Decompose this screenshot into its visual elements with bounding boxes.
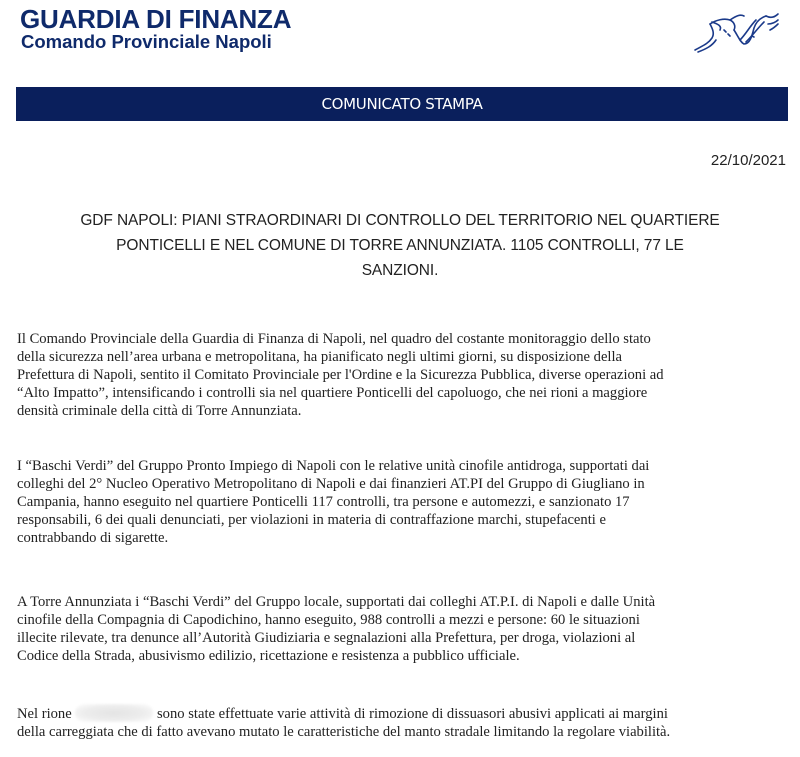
press-release-banner: COMUNICATO STAMPA: [16, 87, 788, 121]
paragraph-line: A Torre Annunziata i “Baschi Verdi” del Gruppo locale, supportati dai colleghi AT.P.I. di Napoli e dalle Unità: [17, 594, 656, 610]
release-date: 22/10/2021: [710, 152, 786, 169]
paragraph-ponticelli: [17, 457, 797, 547]
paragraph-line: Codice della Strada, abusivismo edilizio, ricettazione e resistenza a pubblico ufficiale.: [17, 648, 520, 664]
paragraph-line: cinofile della Compagnia di Capodichino, hanno eseguito, 988 controlli a mezzi e persone: 60 le situazioni: [17, 612, 640, 628]
paragraph-line: [17, 704, 797, 723]
paragraph-line: “Alto Impatto”, intensificando i controlli sia nel quartiere Ponticelli del capoluogo, che nei rioni a maggiore: [17, 385, 648, 401]
paragraph-line: contrabbando di sigarette.: [17, 530, 169, 546]
organization-title: GUARDIA DI FINANZA: [20, 4, 292, 34]
headline-line: SANZIONI.: [361, 262, 439, 279]
organization-subtitle: Comando Provinciale Napoli: [21, 31, 272, 52]
griffin-emblem-icon: [690, 6, 785, 56]
headline-line: GDF NAPOLI: PIANI STRAORDINARI DI CONTROLLO DEL TERRITORIO NEL QUARTIERE: [80, 212, 720, 229]
paragraph-line: colleghi del 2° Nucleo Operativo Metropolitano di Napoli e dai finanzieri AT.PI del Gruppo di Giugliano in: [17, 476, 645, 492]
paragraph-intro: [17, 330, 797, 420]
paragraph-line: Prefettura di Napoli, sentito il Comitato Provinciale per l'Ordine e la Sicurezza Pubblica, diverse operazioni ad: [17, 367, 664, 383]
paragraph-line: della carreggiata che di fatto avevano mutato le caratteristiche del manto stradale limitando la regolare viabilità.: [17, 724, 671, 740]
paragraph-line: illecite rilevate, tra denunce all’Autorità Giudiziaria e segnalazioni alla Prefettura, per droga, violazioni al: [17, 630, 636, 646]
paragraph-text: Nel rione: [17, 706, 76, 722]
paragraph-rione: [17, 704, 797, 741]
paragraph-line: Il Comando Provinciale della Guardia di Finanza di Napoli, nel quadro del costante monitoraggio dello stato: [17, 331, 651, 347]
redacted-area: [75, 704, 153, 722]
paragraph-line: Campania, hanno eseguito nel quartiere Ponticelli 117 controlli, tra persone e automezzi, e sanzionato 17: [17, 494, 630, 510]
paragraph-text: sono state effettuate varie attività di rimozione di dissuasori abusivi applicati ai margini: [153, 706, 668, 722]
headline-line: PONTICELLI E NEL COMUNE DI TORRE ANNUNZIATA. 1105 CONTROLLI, 77 LE: [116, 237, 684, 254]
paragraph-line: responsabili, 6 dei quali denunciati, per violazioni in materia di contraffazione marchi, stupefacenti e: [17, 512, 606, 528]
headline: [20, 208, 780, 283]
paragraph-line: densità criminale della città di Torre Annunziata.: [17, 403, 302, 419]
paragraph-line: della sicurezza nell’area urbana e metropolitana, ha pianificato negli ultimi giorni, su disposizione della: [17, 349, 623, 365]
paragraph-torre-annunziata: [17, 593, 797, 665]
paragraph-line: I “Baschi Verdi” del Gruppo Pronto Impiego di Napoli con le relative unità cinofile antidroga, supportati dai: [17, 458, 650, 474]
